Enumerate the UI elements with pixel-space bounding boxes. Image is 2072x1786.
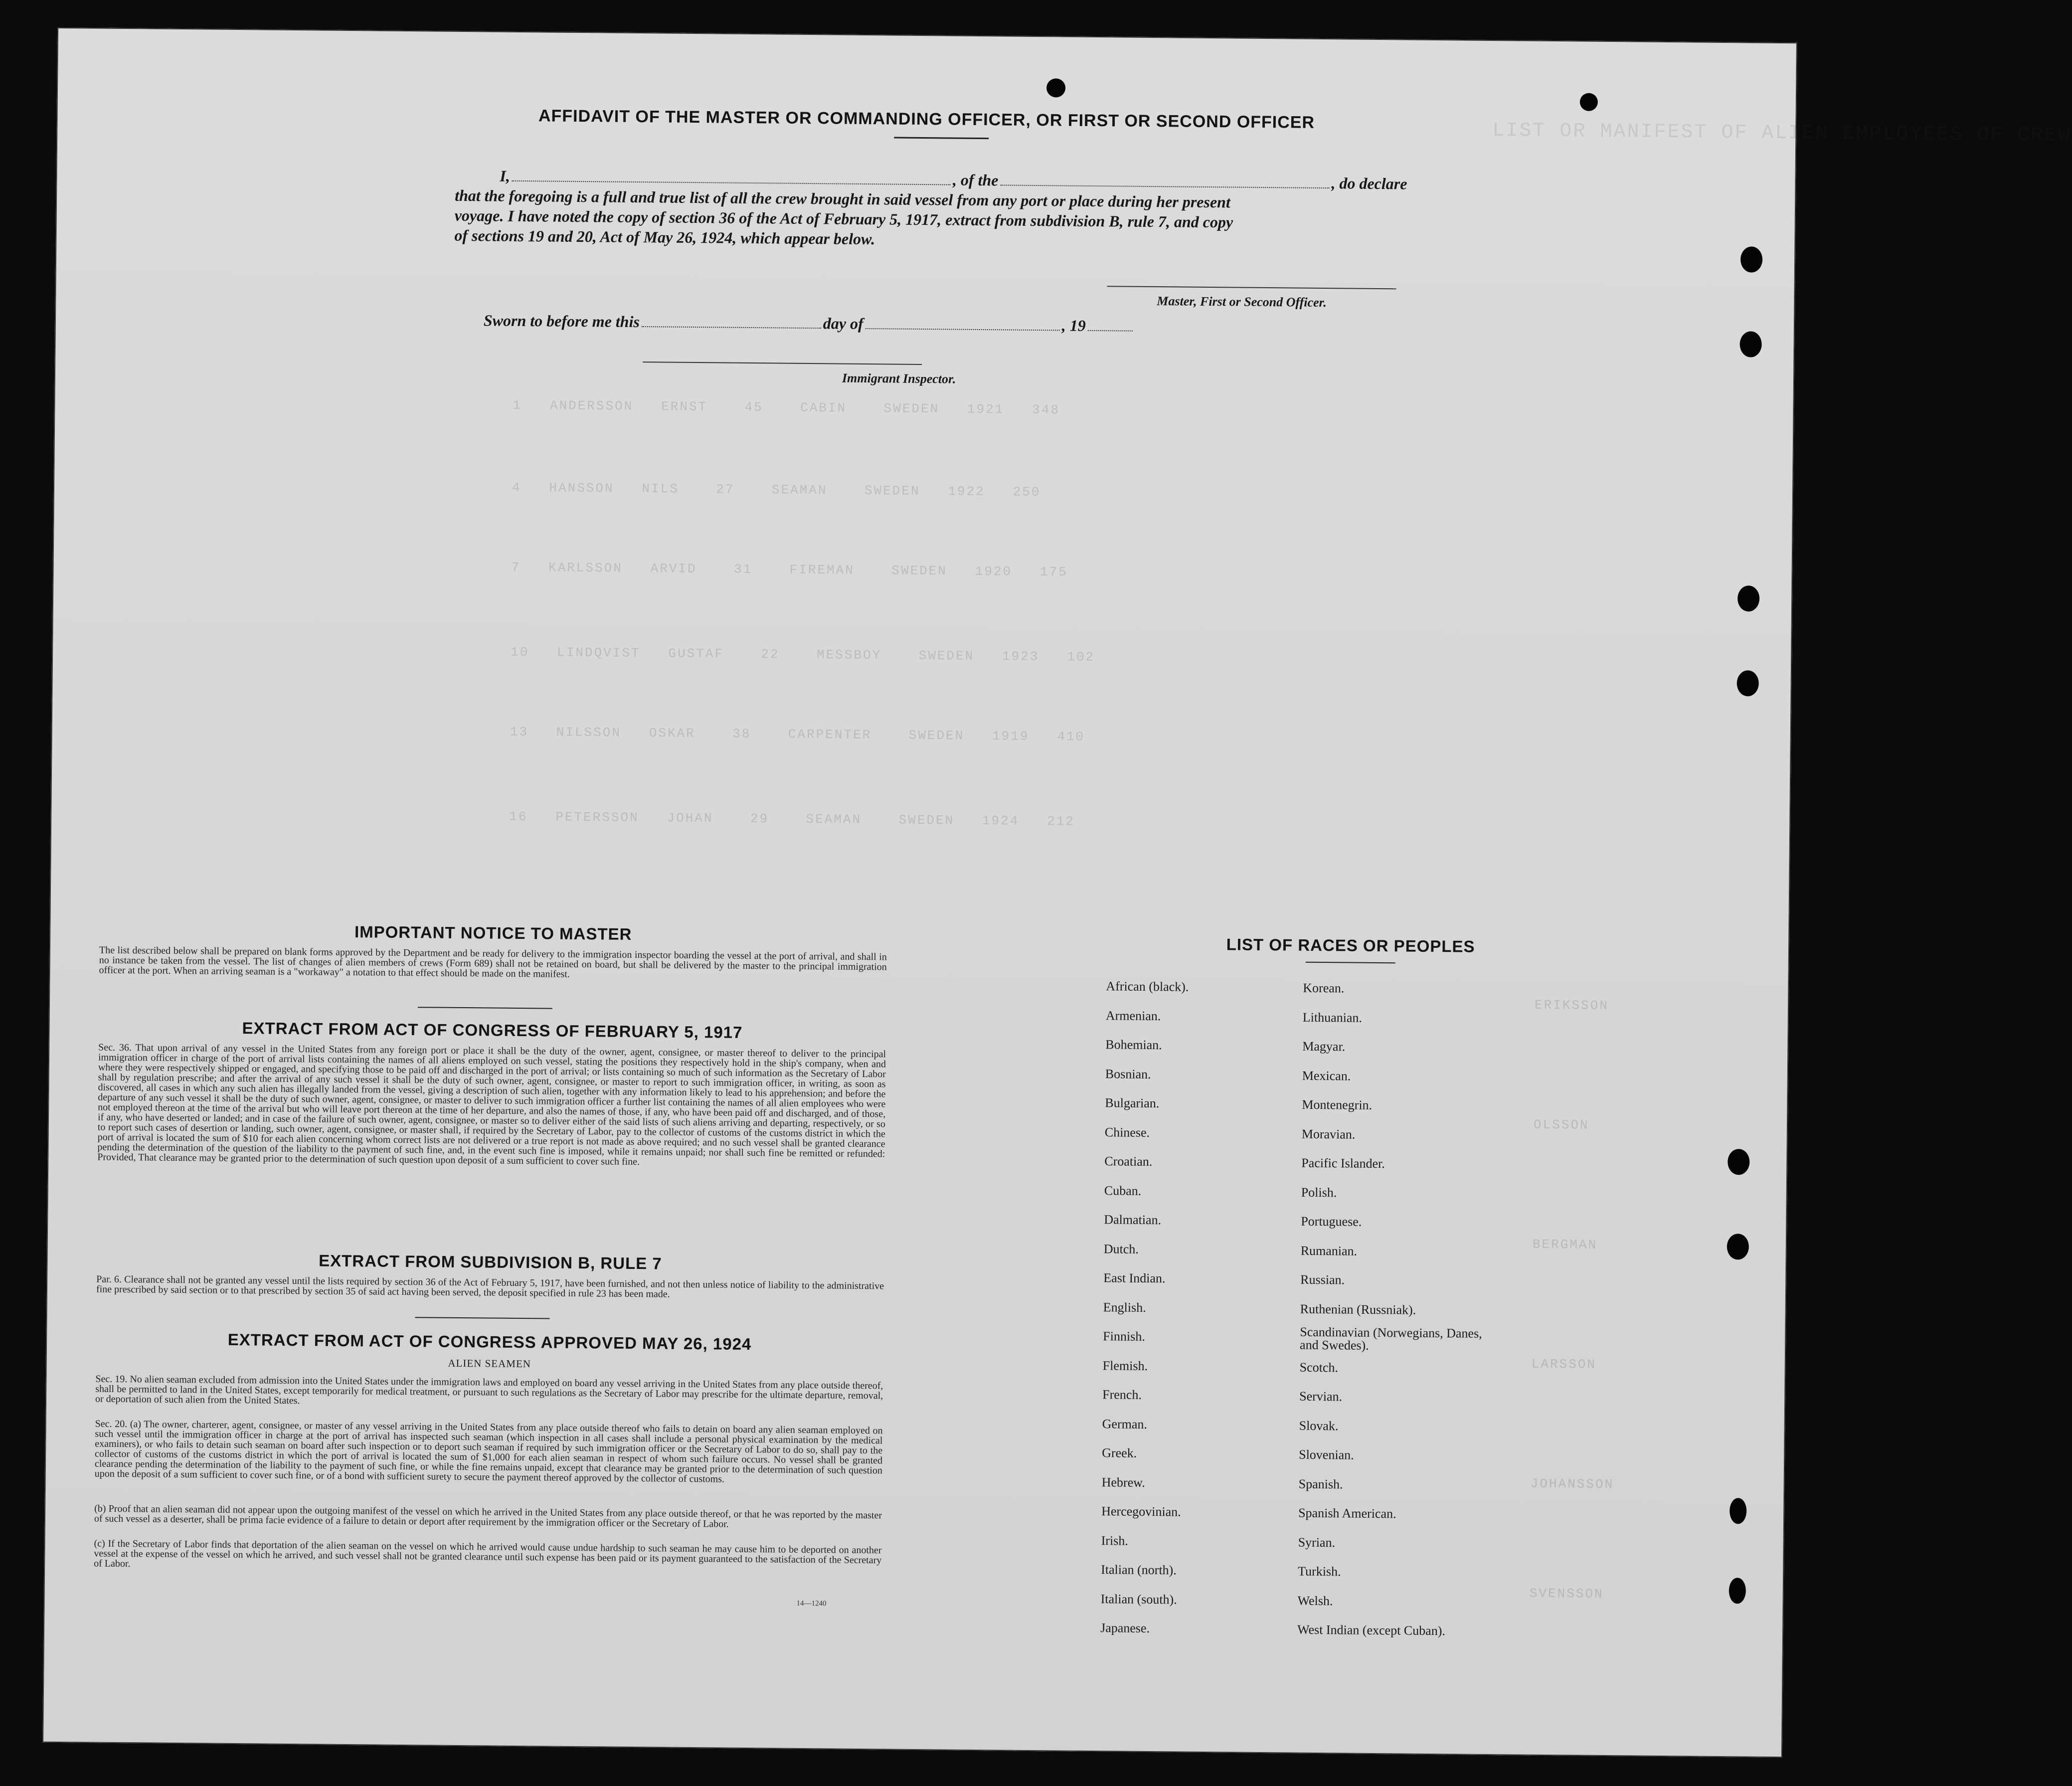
race-item: English. bbox=[1103, 1299, 1146, 1315]
punch-hole bbox=[1729, 1578, 1746, 1604]
form-number: 14—1240 bbox=[796, 1599, 827, 1608]
race-item: Magyar. bbox=[1302, 1039, 1346, 1054]
race-item: Flemish. bbox=[1102, 1358, 1148, 1373]
race-item: Mexican. bbox=[1302, 1068, 1351, 1083]
race-item: Spanish. bbox=[1298, 1476, 1343, 1491]
race-item: Hebrew. bbox=[1101, 1474, 1145, 1490]
year-label: , 19 bbox=[1061, 316, 1086, 335]
race-item: Italian (north). bbox=[1101, 1562, 1177, 1578]
punch-hole bbox=[1737, 585, 1759, 611]
affidavit-line3: voyage. I have noted the copy of section 36 of the Act of February 5, 1917, extract from subdivision B, rule 7, and copy bbox=[454, 206, 1233, 231]
day-blank bbox=[642, 326, 821, 329]
race-item: West Indian (except Cuban). bbox=[1297, 1622, 1446, 1638]
race-item: Dalmatian. bbox=[1104, 1212, 1162, 1228]
month-blank bbox=[865, 328, 1060, 331]
document-page bbox=[42, 27, 2072, 1758]
race-item: Bulgarian. bbox=[1105, 1095, 1160, 1111]
race-item: Cuban. bbox=[1104, 1183, 1142, 1198]
name-blank bbox=[512, 180, 951, 185]
races-title: LIST OF RACES OR PEOPLES bbox=[1226, 935, 1475, 956]
punch-hole bbox=[1736, 670, 1758, 696]
race-item: Italian (south). bbox=[1100, 1591, 1177, 1607]
race-item: Rumanian. bbox=[1300, 1243, 1358, 1258]
notice-text: The list described below shall be prepared on blank forms approved by the Department and be ready for delivery to the immigration inspector boarding the vessel at the port of arrival, and shall in no instance be taken from the vessel. The list of changes of alien members of crews (Form 689) shall not be retained on board, but shall be delivered by the master to the principal immigration officer at the port. When an arriving seaman is a "workaway" a notation to that effect should be made on the manifest. bbox=[99, 944, 887, 980]
extract-1917-title: EXTRACT FROM ACT OF CONGRESS OF FEBRUARY 5, 1917 bbox=[242, 1019, 743, 1042]
affidavit-title: AFFIDAVIT OF THE MASTER OR COMMANDING OFFICER, OR FIRST OR SECOND OFFICER bbox=[538, 106, 1315, 132]
affidavit-do-declare: , do declare bbox=[1331, 174, 1407, 193]
race-item: Ruthenian (Russniak). bbox=[1300, 1301, 1416, 1317]
extract-1924-sec19: Sec. 19. No alien seaman excluded from admission into the United States under the immigration laws and employed on board any vessel arriving in the United States from any place outside thereof, shall be permitted to land in the United States, except temporarily for medical treatment, or pursuant to such regulations as the Secretary of Labor may prescribe for the ultimate departure, removal, or deportation of such alien from the United States. bbox=[95, 1373, 883, 1407]
extract-1924-sec20c: (c) If the Secretary of Labor finds that deportation of the alien seaman on the vessel on which he arrived would cause undue hardship to such seaman he may cause him to be deported on another vessel at the expense of the vessel on which he arrived, and such vessel shall not be granted clearance until such expense has been paid or its payment guaranteed to the satisfaction of the Secretary of Labor. bbox=[94, 1538, 882, 1570]
race-item: Moravian. bbox=[1301, 1126, 1356, 1142]
race-item: Welsh. bbox=[1297, 1593, 1333, 1608]
day-of-label: day of bbox=[823, 314, 863, 333]
race-item: Portuguese. bbox=[1301, 1214, 1362, 1229]
extract-1924-sec20b: (b) Proof that an alien seaman did not appear upon the outgoing manifest of the vessel on which he arrived in the United States from any place outside thereof, or that he was reported by the master of such vessel as a deserter, shall be prima facie evidence of a failure to detain or deport after requirement by the immigration officer or the Secretary of Labor. bbox=[94, 1503, 882, 1530]
race-item: Syrian. bbox=[1298, 1535, 1336, 1550]
race-item: Turkish. bbox=[1298, 1564, 1341, 1579]
affidavit-i-label: I, bbox=[500, 167, 511, 185]
race-item: Slovak. bbox=[1299, 1418, 1339, 1433]
race-item: Bohemian. bbox=[1105, 1037, 1162, 1053]
extract-1917-text: Sec. 36. That upon arrival of any vessel in the United States from any foreign port or place it shall be the duty of the owner, agent, consignee, or master thereof to deliver to the principal immigration officer in charge of the port of arrival lists containing the names of all aliens employed on such vessel, stating the positions they respectively hold in the ship's company, when and where they were respectively shipped or engaged, and specifying those to be paid off and discharged in the port of arrival; or lists containing so much of such information as the Secretary of Labor shall by regulation prescribe; and after the arrival of any such vessel it shall be the duty of such owner, agent, consignee, or master to report to such immigration officer, in writing, as soon as discovered, all cases in which any such alien has illegally landed from the vessel, giving a description of such alien, together with any information likely to lead to his apprehension; and before the departure of any such vessel it shall be the duty of such owner, agent, consignee, or master to deliver to such immigration officer a further list containing the names of all alien employees who were not employed thereon at the time of the arrival but who will leave port thereon at the time of her departure, and also the names of those, if any, who have been paid off and discharged, and of those, if any, who have deserted or landed; and in case of the failure of such owner, agent, consignee, or master so to deliver either of the said lists of such aliens arriving and departing, respectively, or so to report such cases of desertion or landing, such owner, agent, consignee, or master shall, if required by the Secretary of Labor, pay to the collector of customs of the customs district in which the port of arrival is located the sum of $10 for each alien concerning whom correct lists are not delivered or a true report is not made as above required; and no such vessel shall be granted clearance pending the determination of the question of the liability to the payment of such fine, and, in the event such fine is imposed, while it remains unpaid; nor shall such fine be remitted or refunded: Provided, That clearance may be granted prior to the determination of such question upon deposit of a sum sufficient to cover such fine. bbox=[97, 1042, 886, 1168]
extract-1924-sec20a: Sec. 20. (a) The owner, charterer, agent, consignee, or master of any vessel arriving in the United States from any place outside thereof who fails to detain on board any alien seaman employed on such vessel until the immigration officer in charge at the port of arrival has inspected such seaman (which inspection in all cases shall include a personal physical examination by the medical examiners), or who fails to detain such seaman on board after such inspection or to deport such seaman if required by such immigration officer or the Secretary of Labor to do so, shall pay to the collector of customs of the customs district in which the port of arrival is located the sum of $1,000 for each alien seaman in respect of whom such failure occurs. No vessel shall be granted clearance pending the determination of the liability to the payment of such fine, or while the fine remains unpaid, except that clearance may be granted prior to the determination of such question upon the deposit of a sum sufficient to cover such fine, or of a bond with sufficient surety to secure the payment thereof approved by the collector of customs. bbox=[94, 1418, 883, 1485]
master-signature-label: Master, First or Second Officer. bbox=[1157, 294, 1327, 310]
race-item: Spanish American. bbox=[1298, 1505, 1396, 1521]
race-item: Pacific Islander. bbox=[1301, 1155, 1385, 1171]
punch-hole bbox=[1727, 1149, 1749, 1175]
race-item: Chinese. bbox=[1104, 1124, 1150, 1140]
sworn-line bbox=[484, 310, 1135, 336]
race-item: Slovenian. bbox=[1299, 1447, 1354, 1462]
affidavit-text bbox=[454, 166, 1462, 254]
affidavit-of-the: , of the bbox=[952, 171, 999, 189]
affidavit-line2: that the foregoing is a full and true list of all the crew brought in said vessel from any port or place during her present bbox=[455, 186, 1230, 211]
race-item: Greek. bbox=[1102, 1445, 1137, 1460]
punch-hole bbox=[1740, 246, 1762, 272]
race-item: Japanese. bbox=[1100, 1620, 1150, 1636]
race-item: German. bbox=[1102, 1416, 1148, 1431]
affidavit-line4: of sections 19 and 20, Act of May 26, 1924, which appear below. bbox=[454, 226, 875, 248]
race-item: Armenian. bbox=[1105, 1008, 1161, 1023]
race-item: French. bbox=[1102, 1387, 1142, 1402]
race-item: African (black). bbox=[1106, 979, 1189, 994]
race-item: Bosnian. bbox=[1105, 1066, 1151, 1081]
race-item: Russian. bbox=[1300, 1272, 1345, 1287]
race-item: Croatian. bbox=[1104, 1154, 1153, 1169]
race-item: Finnish. bbox=[1103, 1329, 1145, 1344]
rule7-title: EXTRACT FROM SUBDIVISION B, RULE 7 bbox=[319, 1251, 662, 1273]
punch-hole bbox=[1580, 93, 1598, 111]
race-item: Montenegrin. bbox=[1302, 1097, 1373, 1112]
inspector-signature-label: Immigrant Inspector. bbox=[842, 370, 956, 386]
race-item: Korean. bbox=[1303, 980, 1345, 996]
race-item: Dutch. bbox=[1103, 1241, 1139, 1256]
punch-hole bbox=[1739, 331, 1761, 357]
vessel-blank bbox=[1000, 184, 1329, 188]
race-item: Scandinavian (Norwegians, Danes, and Swedes). bbox=[1299, 1324, 1482, 1353]
year-blank bbox=[1088, 330, 1133, 332]
punch-hole bbox=[1046, 78, 1065, 97]
race-item: Scotch. bbox=[1299, 1360, 1339, 1375]
race-item: Irish. bbox=[1101, 1533, 1128, 1548]
extract-1924-title: EXTRACT FROM ACT OF CONGRESS APPROVED MAY 26, 1924 bbox=[227, 1330, 752, 1354]
punch-hole bbox=[1729, 1498, 1746, 1524]
alien-seamen-subtitle: ALIEN SEAMEN bbox=[448, 1357, 531, 1370]
race-item: East Indian. bbox=[1103, 1270, 1166, 1286]
race-item: Polish. bbox=[1301, 1185, 1337, 1200]
bleed-through: LIST OR MANIFEST OF ALIEN EMPLOYEES OF CREW 1 ANDERSSON ERNST 45 CABIN SWEDEN 1921 348 4 HANSSON NILS 27 SEAMAN SWEDEN 1922 250 7 KARLSSON ARVID 31 FIREMAN SWEDEN 1920 175 10 LINDQVIST GUSTAF 22 MESSBOY SWEDEN 1923 102 13 NILSSON OSKAR 38 CARPENTER SWEDEN 1919 410 16 PETERSSON JOHAN 29 SEAMAN SWEDEN 1924 212 ERIKSSON OLSSON BERGMAN LARSSON JOHANSSON SVENSSON bbox=[509, 119, 2072, 1602]
punch-hole bbox=[1727, 1234, 1749, 1259]
rule7-text: Par. 6. Clearance shall not be granted any vessel until the lists required by section 36 of the Act of February 5, 1917, have been furnished, and not then unless notice of liability to the administrative fine prescribed by said section or to that prescribed by section 35 of said act having been served, the deposit specified in rule 23 has been made. bbox=[96, 1273, 884, 1300]
notice-title: IMPORTANT NOTICE TO MASTER bbox=[354, 922, 632, 943]
race-item: Lithuanian. bbox=[1302, 1010, 1363, 1025]
race-item: Servian. bbox=[1299, 1389, 1343, 1404]
sworn-label: Sworn to before me this bbox=[483, 311, 640, 331]
race-item: Hercegovinian. bbox=[1101, 1504, 1181, 1519]
